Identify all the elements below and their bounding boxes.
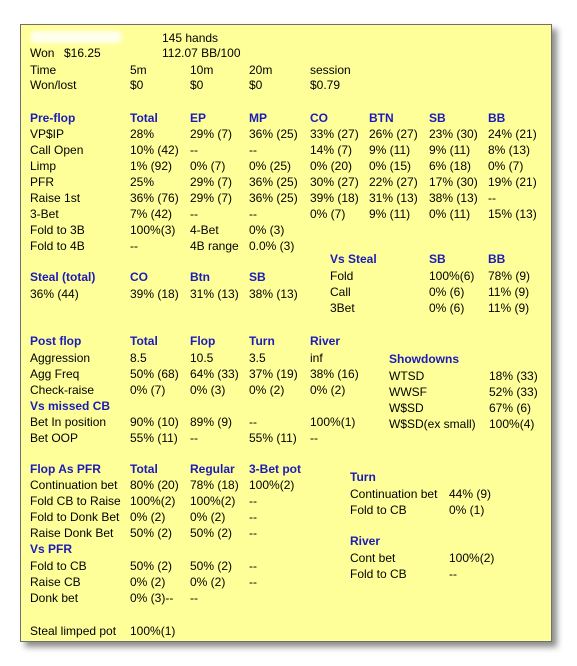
steal-header-sb: SB [249,270,266,284]
preflop-cell: 10% (42) [130,143,179,157]
postflop-header-turn: Turn [249,334,275,348]
bb-per-100: 112.07 BB/100 [162,46,241,60]
time-col-5m: 5m [130,63,147,77]
preflop-cell: 29% (7) [190,191,233,205]
flop-pfr-cell: -- [249,510,257,524]
preflop-cell: 0% (7) [310,207,346,221]
preflop-header-sb: SB [429,111,446,125]
preflop-cell: 9% (11) [429,143,471,157]
flop-pfr-row-label: Continuation bet [30,478,118,492]
preflop-cell: 15% (13) [488,207,537,221]
postflop-title: Post flop [30,334,82,348]
preflop-row-label: Limp [30,159,57,173]
flop-pfr-header-3bet-pot: 3-Bet pot [249,462,301,476]
wonlost-20m: $0 [249,78,263,92]
preflop-title: Pre-flop [30,111,76,125]
flop-pfr-header-total: Total [130,462,158,476]
steal-limped-pot-value: 100%(1) [130,624,176,638]
preflop-cell: 29% (7) [190,127,233,141]
vs-missed-cb-title: Vs missed CB [30,399,111,413]
turn-row-label: Continuation bet [350,487,438,501]
flop-pfr-header-regular: Regular [190,462,235,476]
vs-pfr-cell: 0% (2) [130,575,166,589]
preflop-cell: 33% (27) [310,127,359,141]
preflop-cell: -- [190,143,198,157]
river-row-value: -- [449,567,457,581]
steal-header-btn: Btn [190,270,210,284]
river-row-value: 100%(2) [449,551,495,565]
preflop-header-mp: MP [249,111,267,125]
preflop-header-btn: BTN [369,111,394,125]
vs-pfr-cell: -- [190,591,198,605]
fold-to-3b-label: Fold to 3B [30,223,85,237]
preflop-cell: -- [190,207,198,221]
preflop-cell: 0% (7) [488,159,524,173]
postflop-header-river: River [310,334,341,348]
flop-pfr-cell: -- [249,494,257,508]
showdowns-row-value: 18% (33) [489,369,538,383]
postflop-cell: 0% (2) [310,383,346,397]
preflop-cell: 14% (7) [310,143,353,157]
vs-missed-cb-cell: 89% (9) [190,415,233,429]
won-label: Won [30,46,55,60]
preflop-cell: 6% (18) [429,159,472,173]
flop-pfr-cell: 50% (2) [190,526,233,540]
hands-count: 145 hands [162,31,219,45]
vs-steal-cell: 11% (9) [488,301,530,315]
flop-pfr-row-label: Fold to Donk Bet [30,510,120,524]
steal-limped-pot-label: Steal limped pot [30,624,117,638]
flop-pfr-title: Flop As PFR [30,462,101,476]
postflop-cell: 64% (33) [190,367,239,381]
preflop-cell: 9% (11) [369,207,411,221]
postflop-cell: 0% (7) [130,383,166,397]
preflop-cell: 24% (21) [488,127,537,141]
postflop-cell: 0% (2) [249,383,285,397]
river-title: River [350,534,381,548]
river-row-label: Cont bet [350,551,396,565]
fold-to-4b-value: -- [130,239,138,253]
preflop-cell: 0% (7) [190,159,226,173]
preflop-cell: -- [249,207,257,221]
postflop-header-flop: Flop [190,334,216,348]
preflop-cell: 7% (42) [130,207,173,221]
time-col-session: session [310,63,351,77]
flop-pfr-cell: 50% (2) [130,526,173,540]
vs-steal-cell: 0% (6) [429,301,465,315]
vs-missed-cb-cell: -- [310,431,318,445]
steal-sb-value: 38% (13) [249,287,298,301]
preflop-cell: 25% [130,175,155,189]
vs-pfr-cell: -- [249,575,257,589]
postflop-cell: 50% (68) [130,367,179,381]
preflop-cell: 36% (76) [130,191,179,205]
flop-pfr-cell: -- [249,526,257,540]
steal-total-value: 36% (44) [30,287,79,301]
flop-pfr-cell: 0% (2) [130,510,166,524]
preflop-cell: -- [488,191,496,205]
preflop-cell: 0% (15) [369,159,412,173]
flop-pfr-cell: 100%(2) [130,494,176,508]
vs-pfr-cell: 50% (2) [130,559,173,573]
preflop-row-label: Raise 1st [30,191,81,205]
postflop-cell: 37% (19) [249,367,298,381]
preflop-row-label: VP$IP [30,127,65,141]
preflop-cell: 19% (21) [488,175,537,189]
preflop-cell: 36% (25) [249,191,298,205]
vs-pfr-cell: 0% (2) [190,575,226,589]
showdowns-row-label: W$SD(ex small) [389,417,476,431]
vs-steal-row-label: Call [330,285,351,299]
postflop-cell: 38% (16) [310,367,359,381]
vs-missed-cb-cell: 55% (11) [249,431,297,445]
preflop-cell: 22% (27) [369,175,418,189]
preflop-cell: 31% (13) [369,191,418,205]
preflop-cell: 36% (25) [249,175,298,189]
showdowns-row-label: WTSD [389,369,425,383]
fold-to-3b-value: 100%(3) [130,223,176,237]
postflop-row-label: Agg Freq [30,367,80,381]
postflop-cell: 10.5 [190,351,214,365]
wonlost-label: Won/lost [30,78,77,92]
showdowns-title: Showdowns [389,352,459,366]
vs-steal-cell: 78% (9) [488,269,531,283]
preflop-cell: 9% (11) [369,143,411,157]
four-bet-value: 0% (3) [249,223,285,237]
vs-steal-row-label: Fold [330,269,354,283]
vs-steal-row-label: 3Bet [330,301,355,315]
preflop-cell: 23% (30) [429,127,478,141]
vs-missed-cb-cell: 100%(1) [310,415,356,429]
vs-missed-cb-cell: 90% (10) [130,415,179,429]
four-bet-range-value: 0.0% (3) [249,239,295,253]
river-row-label: Fold to CB [350,567,407,581]
preflop-row-label: 3-Bet [30,207,59,221]
vs-pfr-title: Vs PFR [30,542,73,556]
flop-pfr-cell: 80% (20) [130,478,179,492]
preflop-cell: 38% (13) [429,191,478,205]
wonlost-10m: $0 [190,78,204,92]
time-col-20m: 20m [249,63,273,77]
wonlost-5m: $0 [130,78,144,92]
vs-pfr-row-label: Donk bet [30,591,79,605]
preflop-cell: 0% (11) [429,207,471,221]
vs-steal-header-bb: BB [488,252,506,266]
four-bet-range-label: 4B range [190,239,239,253]
postflop-cell: inf [310,351,323,365]
flop-pfr-row-label: Raise Donk Bet [30,526,114,540]
steal-header-co: CO [130,270,148,284]
preflop-cell: 39% (18) [310,191,359,205]
flop-pfr-cell: 0% (2) [190,510,226,524]
preflop-header-co: CO [310,111,328,125]
showdowns-row-value: 52% (33) [489,385,538,399]
vs-pfr-cell: 50% (2) [190,559,233,573]
vs-pfr-row-label: Raise CB [30,575,81,589]
steal-co-value: 39% (18) [130,287,179,301]
postflop-cell: 3.5 [249,351,266,365]
vs-missed-cb-row-label: Bet In position [30,415,107,429]
steal-btn-value: 31% (13) [190,287,239,301]
turn-row-value: 44% (9) [449,487,492,501]
preflop-header-total: Total [130,111,158,125]
vs-pfr-cell: 0% (3)-- [130,591,174,605]
vs-steal-cell: 0% (6) [429,285,465,299]
preflop-cell: 30% (27) [310,175,359,189]
postflop-row-label: Check-raise [30,383,95,397]
preflop-cell: 28% [130,127,155,141]
preflop-cell: 17% (30) [429,175,478,189]
showdowns-row-value: 67% (6) [489,401,532,415]
vs-pfr-row-label: Fold to CB [30,559,87,573]
turn-title: Turn [350,470,376,484]
flop-pfr-cell: 100%(2) [190,494,236,508]
player-name-redacted [30,31,122,43]
four-bet-label: 4-Bet [190,223,219,237]
preflop-row-label: Call Open [30,143,84,157]
postflop-cell: 8.5 [130,351,147,365]
turn-row-value: 0% (1) [449,503,485,517]
turn-row-label: Fold to CB [350,503,407,517]
showdowns-row-label: WWSF [389,385,427,399]
vs-pfr-cell: -- [249,559,257,573]
preflop-header-bb: BB [488,111,506,125]
preflop-cell: 8% (13) [488,143,531,157]
vs-steal-cell: 100%(6) [429,269,475,283]
postflop-row-label: Aggression [30,351,91,365]
preflop-cell: 1% (92) [130,159,173,173]
preflop-header-ep: EP [190,111,207,125]
vs-missed-cb-cell: 55% (11) [130,431,178,445]
preflop-cell: 36% (25) [249,127,298,141]
hud-stats-panel [20,24,552,642]
flop-pfr-cell: 78% (18) [190,478,239,492]
showdowns-row-label: W$SD [389,401,424,415]
flop-pfr-cell: 100%(2) [249,478,295,492]
showdowns-row-value: 100%(4) [489,417,535,431]
preflop-cell: 0% (25) [249,159,292,173]
won-amount: $16.25 [64,46,101,60]
vs-steal-cell: 11% (9) [488,285,530,299]
vs-missed-cb-cell: -- [190,431,198,445]
time-col-10m: 10m [190,63,214,77]
vs-missed-cb-cell: -- [249,415,257,429]
preflop-cell: 29% (7) [190,175,233,189]
preflop-cell: -- [249,143,257,157]
vs-missed-cb-row-label: Bet OOP [30,431,79,445]
steal-title: Steal (total) [30,270,96,284]
preflop-row-label: PFR [30,175,54,189]
postflop-header-total: Total [130,334,158,348]
postflop-cell: 0% (3) [190,383,226,397]
wonlost-session: $0.79 [310,78,341,92]
flop-pfr-row-label: Fold CB to Raise [30,494,121,508]
vs-steal-title: Vs Steal [330,252,377,266]
preflop-cell: 0% (20) [310,159,353,173]
vs-steal-header-sb: SB [429,252,446,266]
time-label: Time [30,63,57,77]
fold-to-4b-label: Fold to 4B [30,239,85,253]
preflop-cell: 26% (27) [369,127,418,141]
